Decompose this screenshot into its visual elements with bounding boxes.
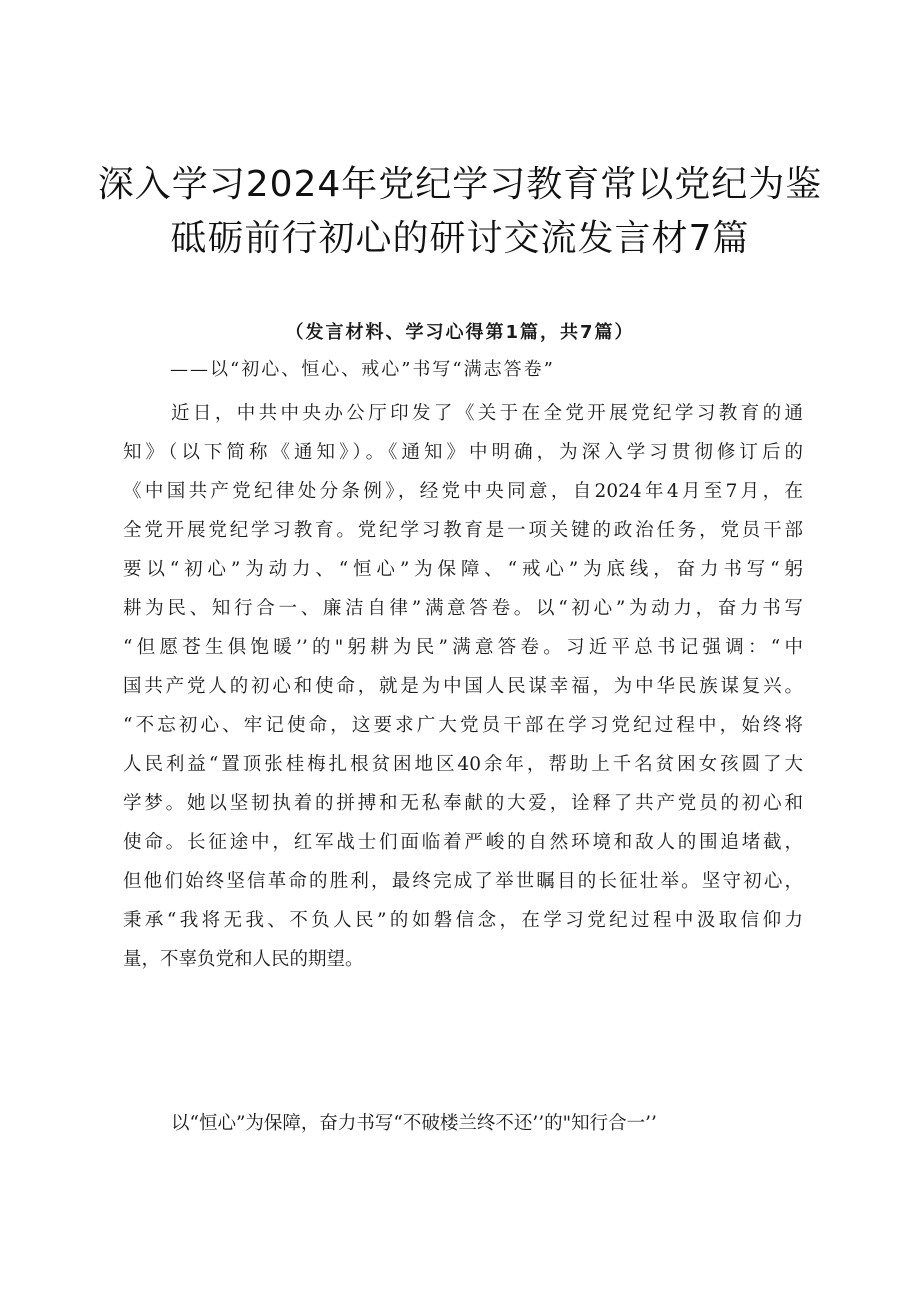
paragraph-line: 秉承“我将无我、不负人民”的如磐信念，在学习党纪过程中汲取信仰力 (123, 910, 803, 931)
document-title-line-2: 砥砺前行初心的研讨交流发言材7篇 (170, 218, 750, 259)
document-subhead: （发言材料、学习心得第1篇，共7篇） (285, 322, 635, 343)
paragraph-2 (123, 1104, 803, 1143)
document-subtitle: ——以“初心、恒心、戒心”书写“满志答卷” (170, 359, 555, 380)
paragraph-line: 但他们始终坚信革命的胜利，最终完成了举世瞩目的长征壮举。坚守初心， (123, 871, 803, 892)
paragraph-line: 人民利益“置顶张桂梅扎根贫困地区40余年，帮助上千名贫困女孩圆了大 (123, 754, 803, 775)
paragraph-line: 以“恒心”为保障，奋力书写“不破楼兰终不还’’的"知行合一’’ (171, 1113, 657, 1134)
paragraph-line: 学梦。她以坚韧执着的拼搏和无私奉献的大爱，诠释了共产党员的初心和 (123, 793, 803, 814)
document-title-line-1: 深入学习2024年党纪学习教育常以党纪为鉴 (97, 164, 823, 205)
paragraph-line: 知》（以下简称《通知》）。《通知》中明确，为深入学习贯彻修订后的 (123, 442, 803, 463)
paragraph-line: 量，不辜负党和人民的期望。 (123, 949, 364, 970)
paragraph-line: “不忘初心、牢记使命，这要求广大党员干部在学习党纪过程中，始终将 (123, 715, 803, 736)
paragraph-1 (123, 394, 803, 979)
paragraph-line: 要以“初心”为动力、“恒心”为保障、“戒心”为底线，奋力书写“躬 (123, 559, 803, 580)
paragraph-line: 耕为民、知行合一、廉洁自律”满意答卷。以“初心”为动力，奋力书写 (123, 598, 803, 619)
paragraph-line: “但愿苍生俱饱暖’’的"躬耕为民”满意答卷。习近平总书记强调：“中 (123, 637, 803, 658)
paragraph-line: 近日，中共中央办公厅印发了《关于在全党开展党纪学习教育的通 (171, 403, 803, 424)
paragraph-line: 使命。长征途中，红军战士们面临着严峻的自然环境和敌人的围追堵截， (123, 832, 803, 853)
paragraph-line: 国共产党人的初心和使命，就是为中国人民谋幸福，为中华民族谋复兴。 (123, 676, 803, 697)
paragraph-line: 《中国共产党纪律处分条例》，经党中央同意，自2024年4月至7月，在 (123, 481, 803, 502)
paragraph-line: 全党开展党纪学习教育。党纪学习教育是一项关键的政治任务，党员干部 (123, 520, 803, 541)
